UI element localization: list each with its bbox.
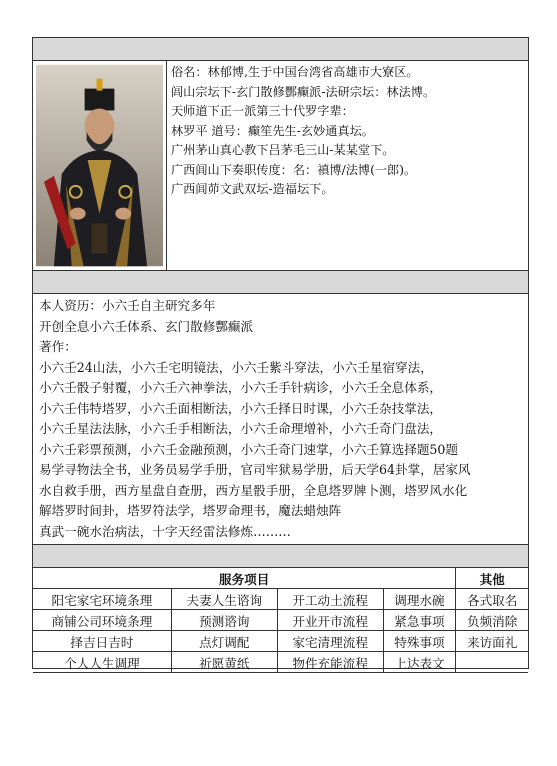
service-cell: 商铺公司环境条理 <box>33 610 171 631</box>
service-cell: 开工动土流程 <box>277 589 383 610</box>
other-header: 其他 <box>456 568 528 589</box>
bio-line: 俗名：林郁博,生于中国台湾省高雄市大寮区。 <box>171 65 419 79</box>
experience-line: 著作： <box>39 339 77 354</box>
table-row <box>33 631 528 652</box>
service-cell: 特殊事项 <box>383 631 456 652</box>
profile-form <box>32 37 529 669</box>
bio-line: 闾山宗坛下-玄门散修酆癫派-法研宗坛：林法博。 <box>171 84 436 99</box>
table-row <box>33 589 528 610</box>
portrait-photo <box>36 64 163 267</box>
experience-line: 小六壬星法法脉，小六壬手相断法，小六壬命理增补，小六壬奇门盘法， <box>39 421 442 436</box>
other-cell: 负频消除 <box>456 610 528 631</box>
service-cell: 开业开市流程 <box>277 610 383 631</box>
experience-section <box>33 294 528 545</box>
bio-text <box>167 61 528 270</box>
experience-line: 真武一碗水治病法，十字天经雷法修炼……… <box>39 523 291 539</box>
service-cell: 个人人生调理 <box>33 652 171 673</box>
other-cell: 来访面礼 <box>456 631 528 652</box>
service-cell: 紧急事项 <box>383 610 456 631</box>
section-divider-bar <box>33 271 528 294</box>
service-cell: 祈愿黄纸 <box>171 652 277 673</box>
experience-line: 小六壬骰子射覆，小六壬六神拳法，小六壬手针病诊，小六壬全息体系， <box>39 380 442 395</box>
bio-line: 广西闾茆文武双坛-造福坛下。 <box>171 182 334 196</box>
experience-line: 小六壬24山法，小六壬宅明镜法，小六壬紫斗穿法，小六壬星宿穿法， <box>39 359 433 375</box>
services-header-row <box>33 568 528 589</box>
service-cell: 择吉日吉时 <box>33 631 171 652</box>
bio-line: 广西闾山下奏职传度：名：禛博/法博(一郎)。 <box>171 162 417 177</box>
service-cell: 预测谘询 <box>171 610 277 631</box>
service-cell: 调理水碗 <box>383 589 456 610</box>
experience-line: 易学寻物法全书，业务员易学手册，官司牢狱易学册，后天学64卦掌，居家风 <box>39 462 471 477</box>
service-cell: 点灯调配 <box>171 631 277 652</box>
bio-line: 广州茅山真心教下吕茅毛三山-某某堂下。 <box>171 143 395 157</box>
experience-line: 解塔罗时间卦，塔罗符法学，塔罗命理书，魔法蜡烛阵 <box>39 503 342 518</box>
profile-section <box>33 61 528 271</box>
service-cell: 家宅清理流程 <box>277 631 383 652</box>
services-table <box>33 568 528 673</box>
experience-line: 小六壬彩票预测，小六壬金融预测，小六壬奇门速掌，小六壬算选择题50题 <box>39 441 459 457</box>
service-cell: 夫妻人生谘询 <box>171 589 277 610</box>
table-row <box>33 652 528 673</box>
section-divider-bar <box>33 545 528 568</box>
service-cell: 阳宅家宅环境条理 <box>33 589 171 610</box>
other-cell <box>456 652 528 673</box>
photo-cell <box>33 61 167 270</box>
header-bar <box>33 38 528 61</box>
experience-line: 水自救手册，西方星盘自查册，西方星骰手册，全息塔罗牌卜测，塔罗风水化 <box>39 482 468 498</box>
experience-line: 本人资历：小六壬自主研究多年 <box>39 298 216 313</box>
experience-line: 开创全息小六壬体系、玄门散修酆癫派 <box>39 318 254 334</box>
bio-line: 天师道下正一派第三十代罗字辈： <box>171 104 354 118</box>
other-cell: 各式取名 <box>456 589 528 610</box>
bio-line: 林罗平 道号：癫笙先生-玄妙通真坛。 <box>171 123 374 138</box>
services-header: 服务项目 <box>33 568 456 589</box>
service-cell: 上达表文 <box>383 652 456 673</box>
table-row <box>33 610 528 631</box>
experience-line: 小六壬伟特塔罗，小六壬面相断法，小六壬择日时课，小六壬杂技掌法， <box>39 400 442 416</box>
service-cell: 物件充能流程 <box>277 652 383 673</box>
